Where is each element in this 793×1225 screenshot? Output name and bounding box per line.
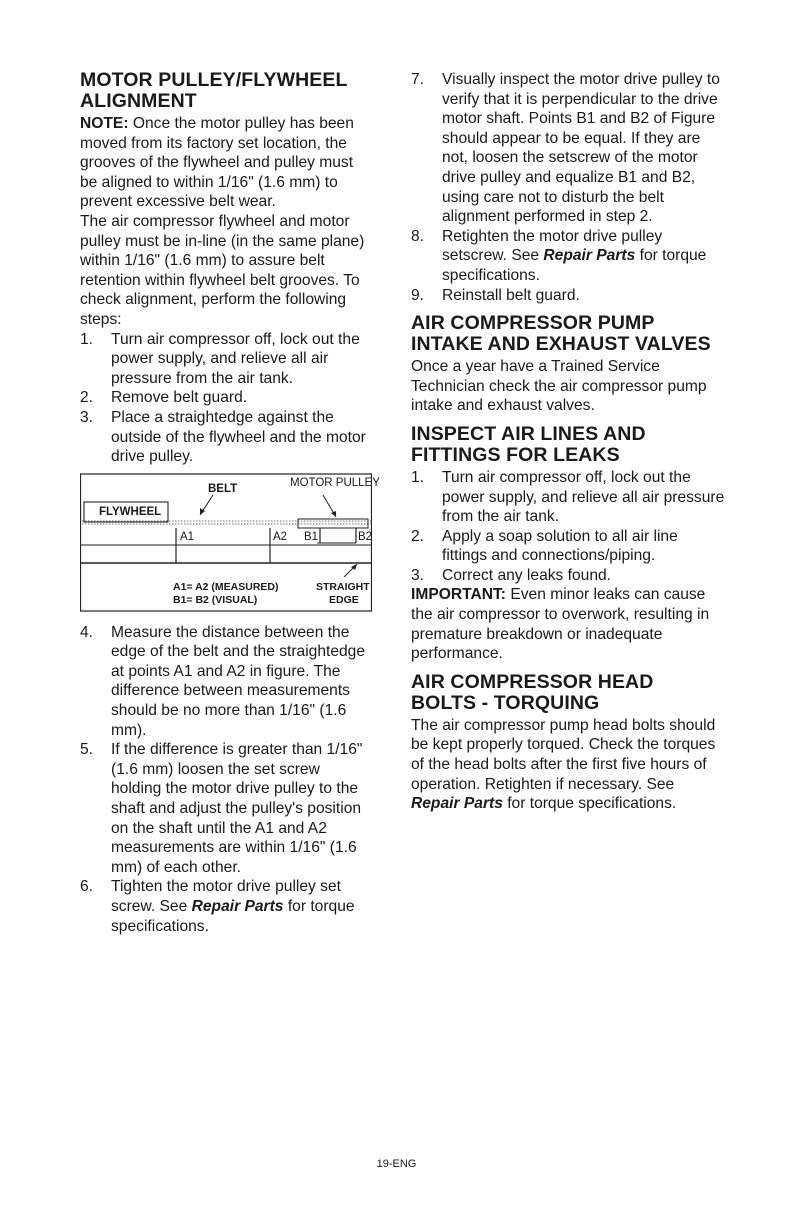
section-heading-pump-valves: [411, 313, 726, 355]
step-text: Apply a soap solution to all air line fittings and connections/piping.: [442, 527, 678, 565]
alignment-figure: [80, 473, 380, 613]
equation-visual: B1= B2 (VISUAL): [173, 593, 258, 606]
paragraph-text: for torque specifications.: [502, 795, 677, 813]
important-text: Even minor leaks can cause the air compressor to overwork, resulting in premature breakdown or inadequate performance.: [411, 586, 710, 663]
step-text: for torque specifications.: [442, 247, 707, 284]
note-paragraph: [80, 114, 372, 212]
heading-line: ALIGNMENT: [80, 90, 197, 112]
valves-paragraph: Once a year have a Trained Service Technician check the air compressor pump intake and exhaust valves.: [411, 358, 707, 415]
list-item: [80, 408, 372, 467]
steps-list-1-3: [80, 330, 372, 467]
list-item: [411, 468, 726, 527]
important-paragraph: [411, 585, 726, 663]
left-column: [80, 69, 380, 936]
step-number: 5.: [80, 741, 94, 759]
section-heading-air-leaks: [411, 424, 726, 466]
equation-measured: A1= A2 (MEASURED): [173, 580, 279, 593]
step-text: Reinstall belt guard.: [442, 286, 580, 304]
edge-label: EDGE: [329, 593, 359, 606]
b2-label: B2: [358, 530, 373, 543]
step-text: Visually inspect the motor drive pulley to verify that it is perpendicular to the drive motor shaft. Points B1 and B2 of Figure should appear to be equal. If they are not, loosen the setscrew of the motor drive pulley and equalize B1 and B2, using care not to disturb the belt alignment performed in step 2.: [442, 71, 720, 226]
heading-line: MOTOR PULLEY/FLYWHEEL: [80, 69, 348, 91]
repair-parts-reference: Repair Parts: [543, 247, 636, 265]
a2-label: A2: [273, 530, 288, 543]
list-item: [80, 877, 372, 936]
list-item: [80, 740, 372, 877]
repair-parts-reference: Repair Parts: [191, 898, 284, 915]
list-item: [411, 286, 726, 306]
b1-label: B1: [304, 530, 319, 543]
head-bolts-paragraph: [411, 716, 726, 814]
step-text: If the difference is greater than 1/16" (1.6 mm) loosen the set screw holding the motor drive pulley to the shaft and adjust the pulley's position on the shaft until the A1 and A2 measurements are within 1/16" (1.6 mm) of each other.: [111, 741, 363, 876]
note-text: Once the motor pulley has been moved from its factory set location, the grooves of the flywheel and pulley must be aligned to within 1/16" (1.6 mm) to prevent excessive belt wear.: [80, 115, 354, 211]
list-item: [411, 70, 726, 227]
step-text: Turn air compressor off, lock out the power supply, and relieve all air pressure from the air tank.: [442, 468, 725, 526]
step-number: 4.: [80, 623, 94, 641]
intro-paragraph: The air compressor flywheel and motor pulley must be in-line (in the same plane) within 1/16" (1.6 mm) to assure belt retention within flywheel belt grooves. To check alignment, perform the following steps:: [80, 212, 365, 328]
step-text: Turn air compressor off, lock out the power supply, and relieve all air pressure from the air tank.: [111, 330, 360, 387]
step-text: Correct any leaks found.: [442, 566, 612, 584]
step-text: Tighten the motor drive pulley set screw. See: [111, 878, 341, 915]
list-item: [80, 388, 372, 408]
list-item: [80, 623, 372, 741]
list-item: [80, 330, 372, 389]
list-item: [411, 227, 726, 286]
leak-steps-list: [411, 468, 726, 586]
a1-label: A1: [180, 530, 195, 543]
section-heading-head-bolts: [411, 672, 726, 714]
step-text: Remove belt guard.: [111, 389, 248, 407]
section-heading-pulley-alignment: [80, 70, 372, 112]
steps-list-7-9: [411, 70, 726, 305]
right-column: [411, 70, 726, 814]
heading-line: AIR COMPRESSOR HEAD: [411, 670, 654, 693]
heading-line: AIR COMPRESSOR PUMP: [411, 312, 655, 335]
step-number: 3.: [80, 408, 94, 426]
paragraph-text: The air compressor pump head bolts should be kept properly torqued. Check the torques of the head bolts after the first five hours of operation. Retighten if necessary. See: [411, 716, 716, 793]
step-number: 1.: [411, 468, 425, 486]
heading-line: FITTINGS FOR LEAKS: [411, 443, 620, 466]
repair-parts-reference: Repair Parts: [411, 795, 503, 813]
step-number: 9.: [411, 286, 425, 304]
step-text: Measure the distance between the edge of the belt and the straightedge at points A1 and A2 in figure. The difference between measurements should be no more than 1/16" (1.6 mm).: [111, 623, 366, 739]
step-number: 2.: [411, 527, 425, 545]
step-number: 2.: [80, 389, 94, 407]
motor-pulley-box: [298, 519, 368, 528]
step-text: Retighten the motor drive pulley setscrew. See: [442, 227, 663, 265]
list-item: [411, 527, 726, 566]
note-label: NOTE:: [80, 115, 129, 132]
flywheel-label: FLYWHEEL: [99, 505, 162, 518]
step-number: 3.: [411, 566, 425, 584]
step-number: 6.: [80, 878, 94, 896]
step-text: Place a straightedge against the outside of the flywheel and the motor drive pulley.: [111, 408, 366, 466]
list-item: [411, 566, 726, 586]
step-number: 1.: [80, 330, 94, 348]
heading-line: INTAKE AND EXHAUST VALVES: [411, 333, 711, 356]
motor-pulley-label: MOTOR PULLEY: [290, 476, 380, 489]
step-number: 8.: [411, 227, 425, 245]
step-text: for torque specifications.: [111, 898, 355, 935]
important-label: IMPORTANT:: [411, 586, 506, 604]
step-number: 7.: [411, 71, 425, 88]
belt-label: BELT: [208, 482, 238, 495]
heading-line: BOLTS - TORQUING: [411, 691, 600, 714]
straight-label: STRAIGHT: [316, 580, 370, 593]
page-number: 19-ENG: [376, 1158, 417, 1170]
steps-list-4-6: [80, 623, 372, 937]
heading-line: INSPECT AIR LINES AND: [411, 422, 646, 445]
